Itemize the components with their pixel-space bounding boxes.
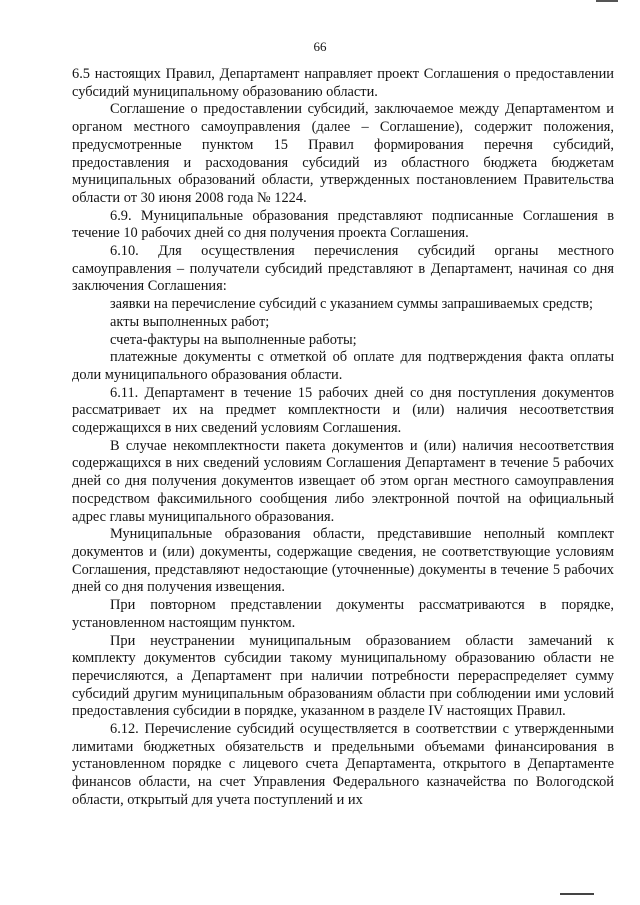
- page-number: 66: [313, 39, 327, 54]
- paragraph: платежные документы с отметкой об оплате для подтверждения факта оплаты доли муниципального образования области.: [72, 349, 614, 383]
- paragraph: 6.12. Перечисление субсидий осуществляется в соответствии с утвержденными лимитами бюджетных обязательств и предельными объемами финансирования в установленном порядке с лицевого счета Департамента, открытого в Департаменте финансов области, на счет Управления Федерального казначейства по Вологодской области, открытый для учета поступлений и их: [72, 721, 614, 808]
- scan-mark: [596, 0, 618, 2]
- paragraph: При неустранении муниципальным образованием области замечаний к комплекту документов субсидии такому муниципальному образованию области не перечисляются, а Департамент при наличии потребности перераспределяет сумму субсидий другим муниципальным образованиям области при соблюдении ими условий предоставления субсидии в порядке, указанном в разделе IV настоящих Правил.: [72, 632, 614, 720]
- paragraph: 6.11. Департамент в течение 15 рабочих дней со дня поступления документов рассматривает их на предмет комплектности и (или) наличия несоответствия содержащихся в них сведений условиям Соглашения.: [72, 384, 614, 437]
- paragraph: счета-фактуры на выполненные работы;: [110, 331, 357, 348]
- paragraph: Соглашение о предоставлении субсидий, заключаемое между Департаментом и органом местного самоуправления (далее – Соглашение), содержит положения, предусмотренные пунктом 15 Правил формирования перечня субсидий, предоставления и расходования субсидий из областного бюджета бюджетам муниципальных образований области, утвержденных постановлением Правительства области от 30 июня 2008 года № 1224.: [72, 101, 614, 206]
- paragraph: В случае некомплектности пакета документов и (или) наличия несоответствия содержащихся в них сведений условиям Соглашения Департамент в течение 5 рабочих дней со дня получения документов извещает об этом орган местного самоуправления посредством факсимильного сообщения либо электронной почтой на официальный адрес главы муниципального образования.: [72, 437, 614, 525]
- paragraph: 6.5 настоящих Правил, Департамент направляет проект Соглашения о предоставлении субсидий муниципальному образованию области.: [72, 66, 614, 100]
- paragraph: 6.9. Муниципальные образования представляют подписанные Соглашения в течение 10 рабочих дней со дня получения проекта Соглашения.: [72, 207, 614, 242]
- paragraph: акты выполненных работ;: [110, 313, 270, 330]
- scan-mark: [560, 893, 594, 895]
- paragraph: заявки на перечисление субсидий с указанием суммы запрашиваемых средств;: [110, 296, 594, 313]
- paragraph: Муниципальные образования области, представившие неполный комплект документов и (или) документы, содержащие сведения, не соответствующие условиям Соглашения, представляют недостающие (уточненные) документы в течение 5 рабочих дней со дня получения извещения.: [72, 526, 614, 596]
- paragraph: При повторном представлении документы рассматриваются в порядке, установленном настоящим пунктом.: [72, 597, 614, 631]
- document-body: [72, 66, 614, 810]
- paragraph: 6.10. Для осуществления перечисления субсидий органы местного самоуправления – получатели субсидий представляют в Департамент, начиная со дня заключения Соглашения:: [72, 243, 614, 295]
